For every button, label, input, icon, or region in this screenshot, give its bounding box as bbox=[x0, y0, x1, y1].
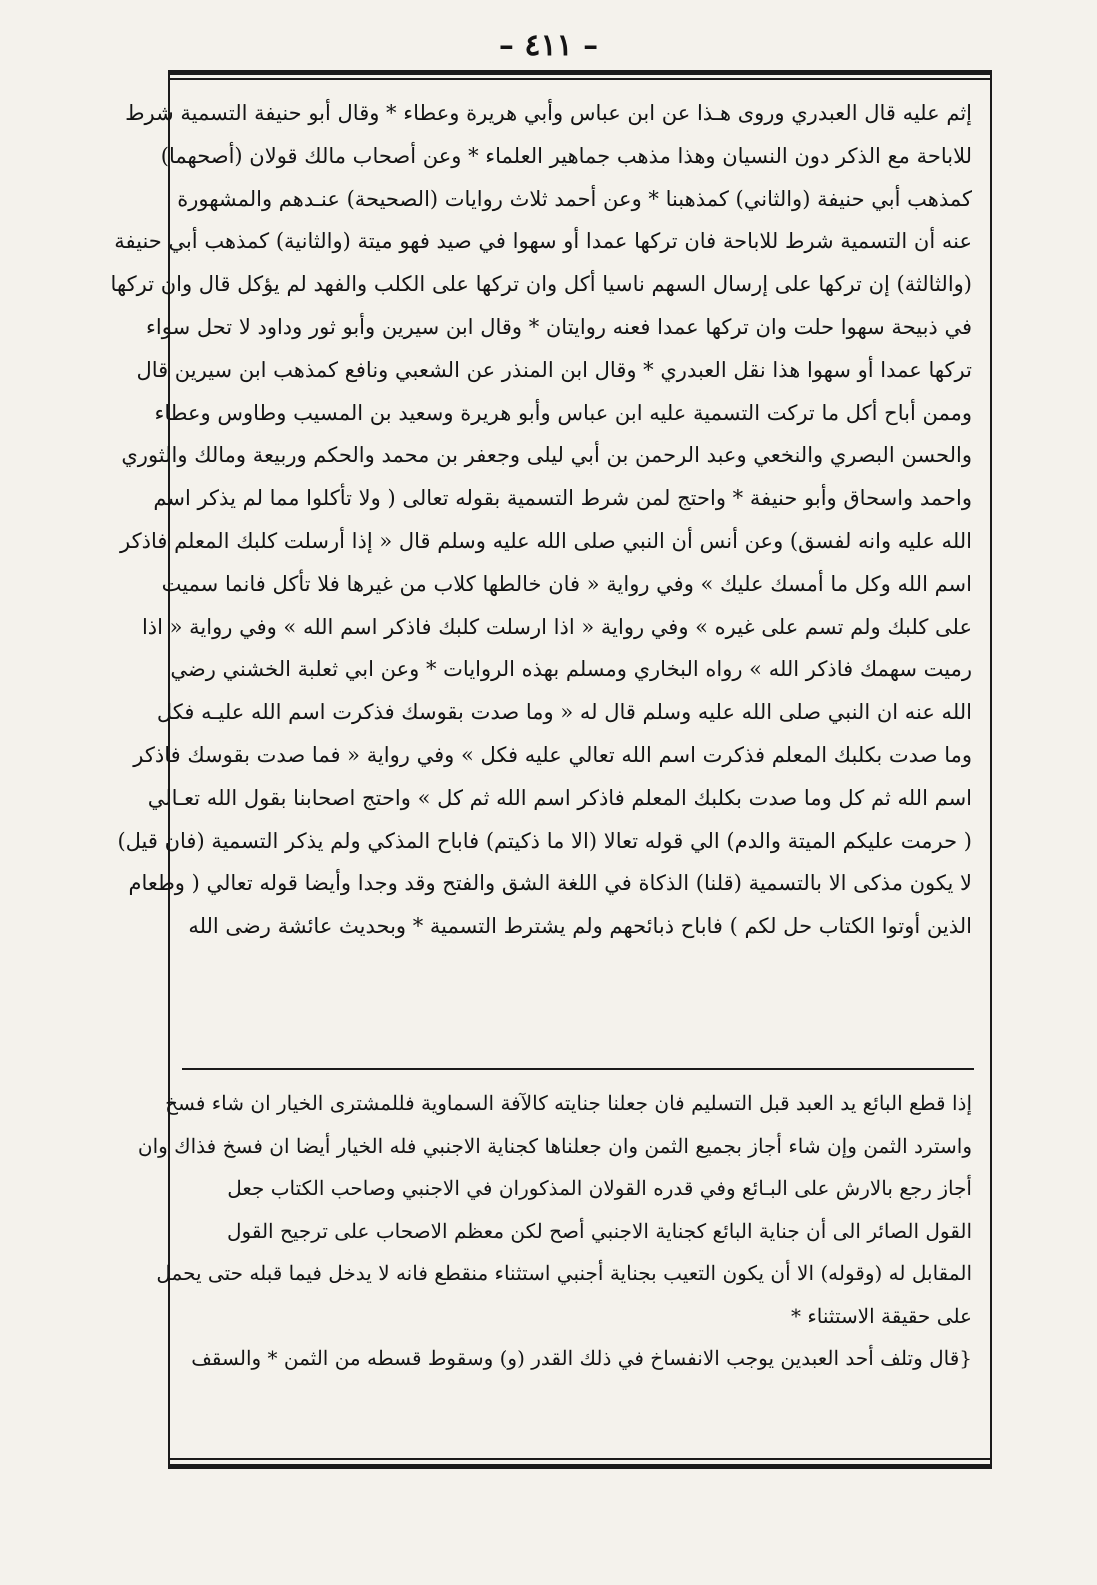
main-text-line: اسم الله ثم كل وما صدت بكلبك المعلم فاذكر اسم الله ثم كل » واحتج اصحابنا بقول الله تعـالي bbox=[147, 785, 972, 810]
section-separator bbox=[182, 1068, 974, 1070]
commentary-line: على حقيقة الاستثناء * bbox=[791, 1303, 972, 1328]
main-text-line: الله عنه ان النبي صلى الله عليه وسلم قال له « وما صدت بقوسك فذكرت اسم الله عليـه فكل bbox=[156, 700, 972, 725]
main-text-line: وما صدت بكلبك المعلم فذكرت اسم الله تعالي عليه فكل » وفي رواية « فما صدت بقوسك فاذكر bbox=[133, 742, 972, 767]
main-text-line: لا يكون مذكى الا بالتسمية (قلنا) الذكاة في اللغة الشق والفتح وقد وجدا وأيضا قوله تعالي ( وطعام bbox=[128, 871, 972, 896]
main-text-line: الذين أوتوا الكتاب حل لكم ) فاباح ذبائحهم ولم يشترط التسمية * وبحديث عائشة رضى الله bbox=[188, 914, 972, 939]
main-text-line: وممن أباح أكل ما تركت التسمية عليه ابن عباس وأبو هريرة وسعيد بن المسيب وطاوس وعطاء bbox=[154, 400, 972, 425]
main-text-line: رميت سهمك فاذكر الله » رواه البخاري ومسلم بهذه الروايات * وعن ابي ثعلبة الخشني رضي bbox=[170, 657, 972, 682]
main-text-line: على كلبك ولم تسم على غيره » وفي رواية « اذا ارسلت كلبك فاذكر اسم الله » وفي رواية « اذا bbox=[141, 614, 972, 639]
main-text-line: للاباحة مع الذكر دون النسيان وهذا مذهب جماهير العلماء * وعن أصحاب مالك قولان (أصحهما) bbox=[160, 143, 972, 168]
commentary-line: أجاز رجع بالارش على البـائع وفي قدره القولان المذكوران في الاجنبي وصاحب الكتاب جعل bbox=[227, 1176, 972, 1200]
main-text-line: الله عليه وانه لفسق) وعن أنس أن النبي صلى الله عليه وسلم قال « إذا أرسلت كلبك المعلم فاذكر bbox=[120, 528, 972, 553]
main-text-line: اسم الله وكل ما أمسك عليك » وفي رواية « فان خالطها كلاب من غيرها فلا تأكل فانما سميت bbox=[161, 571, 972, 596]
main-text-block bbox=[110, 92, 972, 948]
commentary-line: واسترد الثمن وإن شاء أجاز بجميع الثمن وان جعلناها كجناية الاجنبي فله الخيار أيضا ان فسخ فذاك وان bbox=[137, 1133, 972, 1158]
main-text-line: والحسن البصري والنخعي وعبد الرحمن بن أبي ليلى وجعفر بن محمد والحكم وربيعة ومالك والثوري bbox=[121, 443, 972, 468]
bottom-border-rule-inner bbox=[168, 1458, 992, 1460]
main-text-line: كمذهب أبي حنيفة (والثاني) كمذهبنا * وعن أحمد ثلاث روايات (الصحيحة) عنـدهم والمشهورة bbox=[177, 186, 972, 211]
main-text-line: عنه أن التسمية شرط للاباحة فان تركها عمدا أو سهوا في صيد فهو ميتة (والثانية) كمذهب أبي حنيفة bbox=[114, 229, 972, 254]
main-text-line: (والثالثة) إن تركها على إرسال السهم ناسيا أكل وان تركها على الكلب والفهد لم يؤكل قال وان تركها bbox=[110, 272, 972, 297]
main-text-line: في ذبيحة سهوا حلت وان تركها عمدا فعنه روايتان * وقال ابن سيرين وأبو ثور وداود لا تحل سواء bbox=[146, 314, 972, 339]
commentary-line: {قال وتلف أحد العبدين يوجب الانفساخ في ذلك القدر (و) وسقوط قسطه من الثمن * والسقف bbox=[191, 1346, 972, 1370]
page-number: – ٤١١ – bbox=[498, 28, 599, 63]
main-text-line: إثم عليه قال العبدري وروى هـذا عن ابن عباس وأبي هريرة وعطاء * وقال أبو حنيفة التسمية شرط bbox=[125, 101, 972, 125]
commentary-line: المقابل له (وقوله) الا أن يكون التعيب بجناية أجنبي استثناء منقطع فانه لا يدخل فيما قبله حتى يحمل bbox=[156, 1261, 972, 1285]
main-text-line: تركها عمدا أو سهوا هذا نقل العبدري * وقال ابن المنذر عن الشعبي ونافع كمذهب ابن سيرين قال bbox=[136, 357, 972, 382]
commentary-line: القول الصائر الى أن جناية البائع كجناية الاجنبي أصح لكن معظم الاصحاب على ترجيح القول bbox=[226, 1218, 972, 1243]
commentary-block bbox=[137, 1082, 972, 1380]
main-text-line: واحمد واسحاق وأبو حنيفة * واحتج لمن شرط التسمية بقوله تعالى ( ولا تأكلوا مما لم يذكر اسم bbox=[153, 486, 972, 511]
commentary-line: إذا قطع البائع يد العبد قبل التسليم فان جعلنا جنايته كالآفة السماوية فللمشترى الخيار ان شاء فسخ bbox=[165, 1091, 972, 1115]
main-text-line: ( حرمت عليكم الميتة والدم) الي قوله تعالا (الا ما ذكيتم) فاباح المذكي ولم يذكر التسمية (فان قيل) bbox=[117, 828, 972, 853]
bottom-border-rule bbox=[168, 1464, 992, 1469]
